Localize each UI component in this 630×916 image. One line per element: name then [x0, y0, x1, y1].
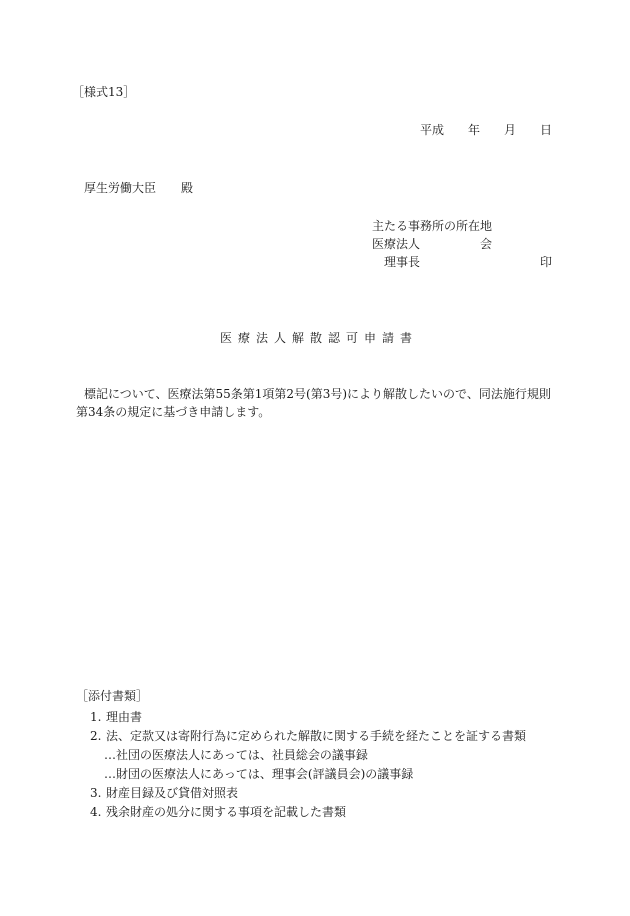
attachment-text: 残余財産の処分に関する事項を記載した書類 [106, 805, 347, 819]
seal-mark: 印 [540, 255, 553, 269]
attachment-text: 財産目録及び貸借対照表 [106, 786, 239, 800]
attachment-number: 3. [90, 786, 102, 800]
medical-corp-suffix: 会 [480, 237, 493, 251]
addressee-honorific: 殿 [181, 181, 194, 195]
form-label: ［様式13］ [72, 85, 136, 99]
attachment-number: 2. [90, 729, 102, 743]
body-line-1: 標記について、医療法第55条第1項第2号(第3号)により解散したいので、同法施行規則 [84, 387, 551, 401]
document-title: 医療法人解散認可申請書 [220, 331, 419, 345]
attachment-text: 理由書 [106, 710, 143, 724]
date-era: 平成 [420, 123, 445, 137]
attachment-number: 1. [90, 710, 102, 724]
attachments-heading: ［添付書類］ [76, 689, 149, 703]
attachment-subnote: …財団の医療法人にあっては、理事会(評議員会)の議事録 [104, 767, 414, 781]
attachment-subnote: …社団の医療法人にあっては、社員総会の議事録 [104, 748, 368, 762]
date-month-unit: 月 [504, 123, 517, 137]
medical-corp-label: 医療法人 [372, 237, 421, 251]
office-address-label: 主たる事務所の所在地 [372, 219, 493, 233]
chair-label: 理事長 [384, 255, 421, 269]
date-year-unit: 年 [468, 123, 481, 137]
date-day-unit: 日 [540, 123, 553, 137]
attachment-text: 法、定款又は寄附行為に定められた解散に関する手続を経たことを証する書類 [106, 729, 527, 743]
attachment-number: 4. [90, 805, 102, 819]
addressee-name: 厚生労働大臣 [84, 181, 157, 195]
body-line-2: 第34条の規定に基づき申請します。 [76, 405, 271, 419]
